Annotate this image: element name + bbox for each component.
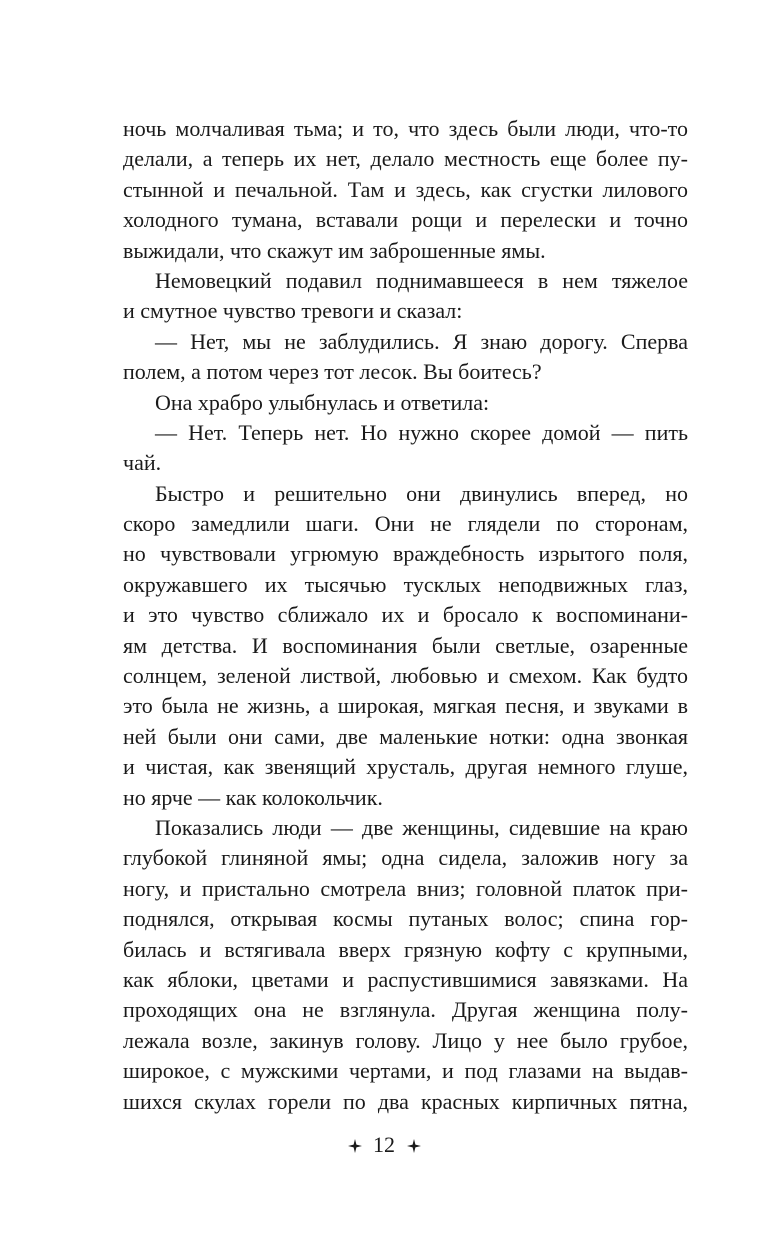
text-line: Она храбро улыбнулась и ответила: [155,389,490,415]
text-line: но чувствовали угрюмую враждебность изрытого поля, [123,541,688,567]
text-line: широкое, с мужскими чертами, и под глазами на выдав- [123,1058,688,1084]
text-line: стынной и печальной. Там и здесь, как сгустки лилового [123,176,688,202]
text-line: — Нет, мы не заблудились. Я знаю дорогу. Сперва [155,328,688,354]
text-line: полем, а потом через тот лесок. Вы боитесь? [123,359,542,385]
page-number: 12 [373,1132,395,1157]
text-line: лежала возле, закинув голову. Лицо у нее было грубое, [123,1027,688,1053]
text-line: и это чувство сближало их и бросало к воспоминани- [123,602,688,628]
text-line: проходящих она не взглянула. Другая женщина полу- [123,997,688,1023]
text-line: ям детства. И воспоминания были светлые, озаренные [123,632,688,658]
text-line: ней были они сами, две маленькие нотки: одна звонкая [123,723,688,749]
text-line: ночь молчаливая тьма; и то, что здесь были люди, что-то [123,116,688,141]
text-line: ногу, и пристально смотрела вниз; головной платок при- [123,875,688,901]
text-line: солнцем, зеленой листвой, любовью и смехом. Как будто [123,663,688,689]
text-line: — Нет. Теперь нет. Но нужно скорее домой — пить [155,419,688,445]
four-point-star-icon [348,1139,362,1153]
text-line: делали, а теперь их нет, делало местность еще более пу- [123,146,688,172]
text-line: выжидали, что скажут им заброшенные ямы. [123,237,546,263]
text-line: билась и встягивала вверх грязную кофту с крупными, [123,936,688,962]
text-line: чай. [123,450,162,476]
four-point-star-icon [407,1139,421,1153]
text-line: и смутное чувство тревоги и сказал: [123,298,463,324]
text-line: но ярче — как колокольчик. [123,784,383,810]
text-line: скоро замедлили шаги. Они не глядели по сторонам, [123,511,688,537]
text-line: шихся скулах горели по два красных кирпичных пятна, [123,1088,688,1114]
text-line: глубокой глиняной ямы; одна сидела, заложив ногу за [123,845,688,871]
page-footer [0,1130,768,1160]
text-line: окружавшего их тысячью тусклых неподвижных глаз, [123,571,688,597]
text-line: и чистая, как звенящий хрусталь, другая немного глуше, [123,754,688,780]
text-line: холодного тумана, вставали рощи и перелески и точно [123,207,688,233]
text-line: поднялся, открывая космы путаных волос; спина гор- [123,906,688,932]
text-line: Быстро и решительно они двинулись вперед, но [155,480,688,506]
text-line: как яблоки, цветами и распустившимися завязками. На [123,966,688,992]
text-line: это была не жизнь, а широкая, мягкая песня, и звуками в [123,693,688,719]
body-text [123,114,688,1117]
text-line: Немовецкий подавил поднимавшееся в нем тяжелое [155,267,688,293]
text-line: Показались люди — две женщины, сидевшие на краю [155,814,688,840]
